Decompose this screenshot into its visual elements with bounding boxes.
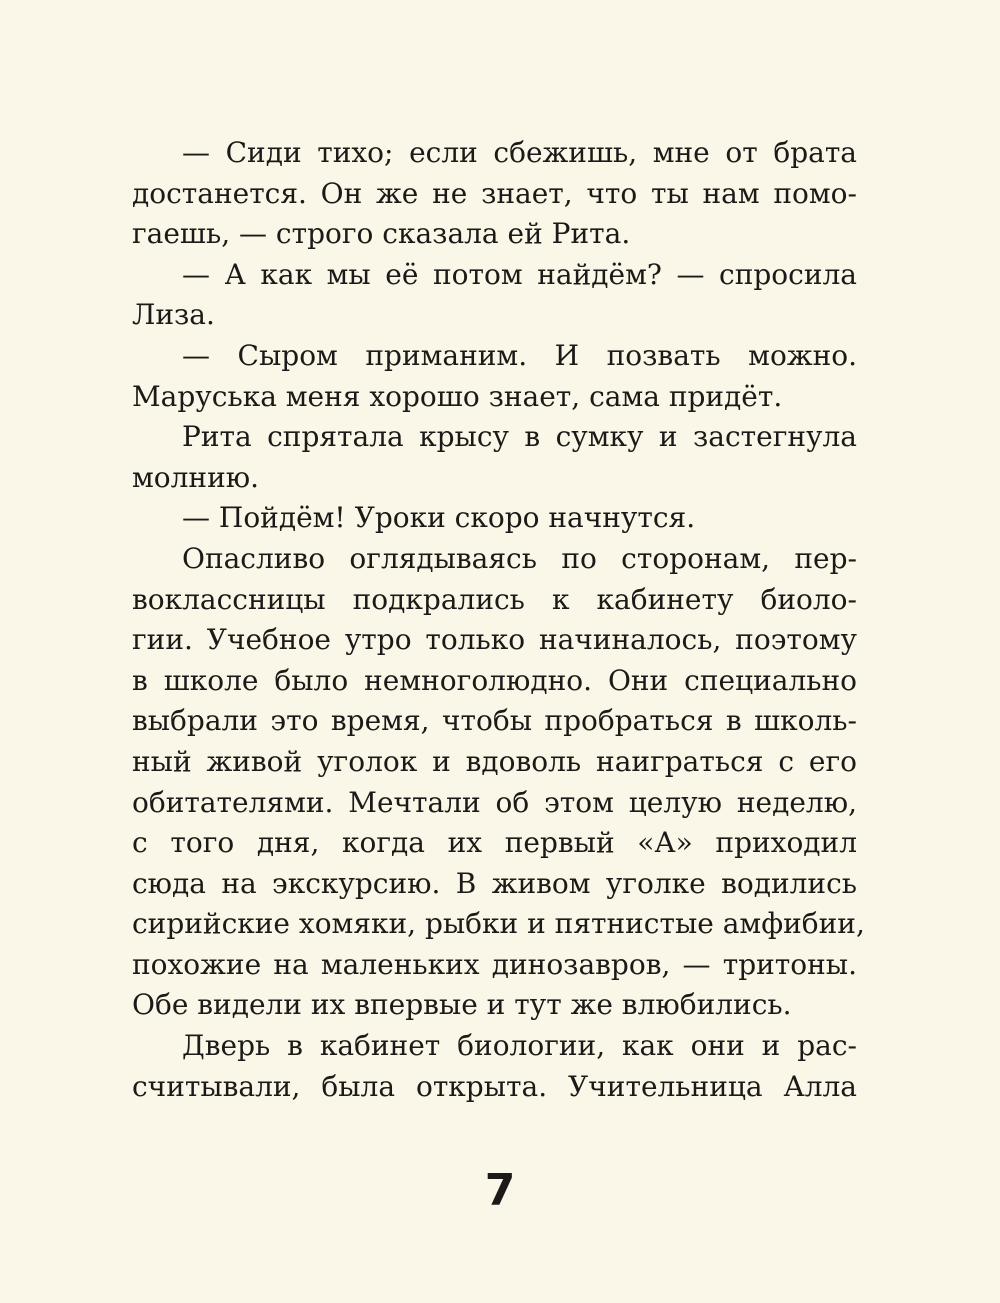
- text-line: выбрали это время, чтобы пробраться в школь-: [132, 704, 857, 738]
- text-line: с того дня, когда их первый «А» приходил: [132, 826, 857, 860]
- text-line: достанется. Он же не знает, что ты нам помо-: [132, 176, 857, 210]
- text-line: Рита спрятала крысу в сумку и застегнула: [182, 420, 857, 454]
- text-line: обитателями. Мечтали об этом целую неделю,: [132, 785, 857, 819]
- text-line: Лиза.: [132, 298, 215, 332]
- text-line: — Пойдём! Уроки скоро начнутся.: [182, 501, 696, 535]
- text-line: Маруська меня хорошо знает, сама придёт.: [132, 379, 783, 413]
- text-line: в школе было немноголюдно. Они специально: [132, 663, 857, 697]
- text-line: Дверь в кабинет биологии, как они и рас-: [182, 1029, 857, 1063]
- text-line: гаешь, — строго сказала ей Рита.: [132, 217, 631, 251]
- text-line: воклассницы подкрались к кабинету биоло-: [132, 582, 857, 616]
- page-number: 7: [484, 1165, 516, 1216]
- text-line: сюда на экскурсию. В живом уголке водились: [132, 866, 857, 900]
- text-line: ный живой уголок и вдоволь наиграться с его: [132, 744, 857, 778]
- text-line: гии. Учебное утро только начиналось, поэтому: [132, 623, 857, 657]
- text-line: — Сыром приманим. И позвать можно.: [182, 338, 857, 372]
- text-line: Обе видели их впервые и тут же влюбились.: [132, 988, 792, 1022]
- text-line: похожие на маленьких динозавров, — тритоны.: [132, 947, 857, 981]
- text-line: Опасливо оглядываясь по сторонам, пер-: [182, 541, 857, 575]
- body-text: [132, 133, 865, 1107]
- text-line: — Сиди тихо; если сбежишь, мне от брата: [182, 136, 857, 169]
- text-line: считывали, была открыта. Учительница Алла: [132, 1069, 857, 1103]
- text-line: сирийские хомяки, рыбки и пятнистые амфибии,: [132, 907, 865, 941]
- text-line: — А как мы её потом найдём? — спросила: [182, 257, 857, 291]
- text-line: молнию.: [132, 460, 260, 494]
